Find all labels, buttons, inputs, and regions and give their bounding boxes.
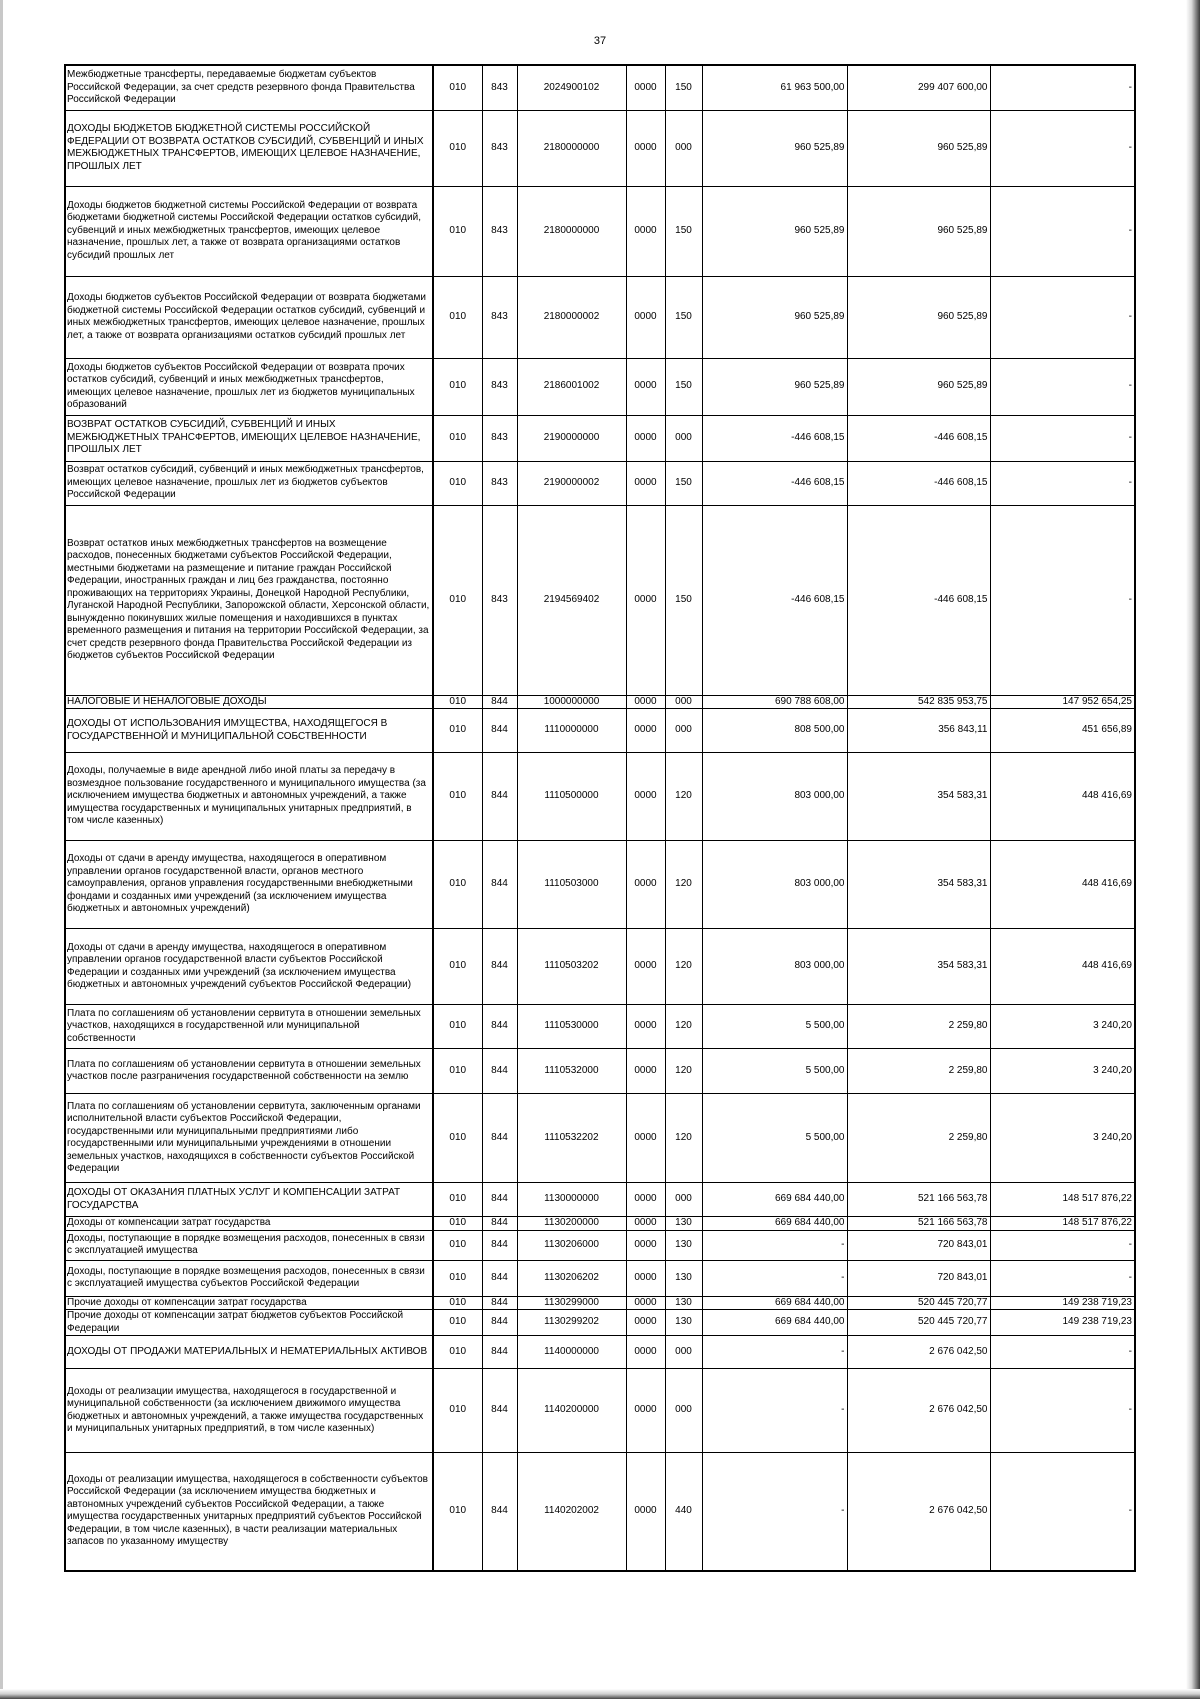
value-approved: -446 608,15 [702, 415, 847, 461]
row-name: Доходы от сдачи в аренду имущества, находящегося в оперативном управлении органов государственной власти, органов местного самоуправления, органов управления государственными внебюджетными фондами и созданных ими учреждений (за исключением имущества бюджетных и автономных учреждений) [65, 841, 433, 929]
code-column-5: 130 [665, 1310, 702, 1336]
code-column-3: 1130000000 [517, 1183, 626, 1217]
table-row [65, 461, 1135, 505]
code-column-1: 010 [433, 1260, 482, 1296]
table-row [65, 1453, 1135, 1571]
code-column-2: 844 [482, 1310, 517, 1336]
code-column-1: 010 [433, 695, 482, 709]
scan-edge-left [0, 0, 3, 1699]
row-name: Доходы бюджетов бюджетной системы Российской Федерации от возврата бюджетами бюджетной системы Российской Федерации остатков субсидий, субвенций и иных межбюджетных трансфертов, имеющих целевое назначение, прошлых лет, а также от возврата организациями остатков субсидий прошлых лет [65, 186, 433, 276]
code-column-4: 0000 [626, 65, 665, 110]
value-approved: 690 788 608,00 [702, 695, 847, 709]
code-column-4: 0000 [626, 709, 665, 753]
code-column-3: 1140000000 [517, 1336, 626, 1369]
code-column-2: 844 [482, 929, 517, 1005]
value-unexecuted: - [990, 358, 1135, 415]
value-approved: 803 000,00 [702, 841, 847, 929]
code-column-3: 2190000000 [517, 415, 626, 461]
code-column-4: 0000 [626, 276, 665, 358]
code-column-4: 0000 [626, 1336, 665, 1369]
row-name: ДОХОДЫ БЮДЖЕТОВ БЮДЖЕТНОЙ СИСТЕМЫ РОССИЙСКОЙ ФЕДЕРАЦИИ ОТ ВОЗВРАТА ОСТАТКОВ СУБСИДИЙ, СУБВЕНЦИЙ И ИНЫХ МЕЖБЮДЖЕТНЫХ ТРАНСФЕРТОВ, ИМЕЮЩИХ ЦЕЛЕВОЕ НАЗНАЧЕНИЕ, ПРОШЛЫХ ЛЕТ [65, 110, 433, 186]
value-approved: 669 684 440,00 [702, 1217, 847, 1231]
code-column-5: 120 [665, 841, 702, 929]
code-column-5: 150 [665, 358, 702, 415]
code-column-4: 0000 [626, 1369, 665, 1453]
code-column-1: 010 [433, 65, 482, 110]
code-column-2: 844 [482, 1260, 517, 1296]
code-column-3: 1130206000 [517, 1230, 626, 1260]
code-column-2: 844 [482, 1005, 517, 1049]
table-row [65, 65, 1135, 110]
value-unexecuted: - [990, 65, 1135, 110]
code-column-1: 010 [433, 1453, 482, 1571]
value-approved: - [702, 1453, 847, 1571]
value-executed: 960 525,89 [847, 358, 990, 415]
value-unexecuted: - [990, 1453, 1135, 1571]
code-column-1: 010 [433, 1230, 482, 1260]
row-name: Возврат остатков субсидий, субвенций и иных межбюджетных трансфертов, имеющих целевое назначение, прошлых лет из бюджетов субъектов Российской Федерации [65, 461, 433, 505]
row-name: Доходы от реализации имущества, находящегося в собственности субъектов Российской Федерации (за исключением имущества бюджетных и автономных учреждений субъектов Российской Федерации, а также имущества государственных унитарных предприятий субъектов Российской Федерации, в том числе казенных), в части реализации материальных запасов по указанному имуществу [65, 1453, 433, 1571]
table-row [65, 1005, 1135, 1049]
value-approved: - [702, 1230, 847, 1260]
code-column-2: 844 [482, 753, 517, 841]
table-row [65, 186, 1135, 276]
row-name: НАЛОГОВЫЕ И НЕНАЛОГОВЫЕ ДОХОДЫ [65, 695, 433, 709]
value-unexecuted: 451 656,89 [990, 709, 1135, 753]
value-executed: 2 259,80 [847, 1094, 990, 1183]
code-column-3: 2180000000 [517, 110, 626, 186]
row-name: Доходы от реализации имущества, находящегося в государственной и муниципальной собственности (за исключением движимого имущества бюджетных и автономных учреждений, а также имущества государственных и муниципальных унитарных предприятий, в том числе казенных) [65, 1369, 433, 1453]
code-column-5: 130 [665, 1217, 702, 1231]
code-column-3: 1110503202 [517, 929, 626, 1005]
code-column-2: 844 [482, 1183, 517, 1217]
code-column-3: 1110503000 [517, 841, 626, 929]
code-column-5: 440 [665, 1453, 702, 1571]
row-name: Прочие доходы от компенсации затрат государства [65, 1296, 433, 1310]
code-column-4: 0000 [626, 1094, 665, 1183]
code-column-4: 0000 [626, 461, 665, 505]
value-approved: 960 525,89 [702, 110, 847, 186]
value-executed: 299 407 600,00 [847, 65, 990, 110]
code-column-2: 844 [482, 1230, 517, 1260]
value-executed: -446 608,15 [847, 505, 990, 695]
value-executed: 356 843,11 [847, 709, 990, 753]
value-approved: 960 525,89 [702, 186, 847, 276]
code-column-2: 844 [482, 695, 517, 709]
code-column-4: 0000 [626, 1183, 665, 1217]
row-name: ДОХОДЫ ОТ ПРОДАЖИ МАТЕРИАЛЬНЫХ И НЕМАТЕРИАЛЬНЫХ АКТИВОВ [65, 1336, 433, 1369]
code-column-2: 843 [482, 461, 517, 505]
code-column-4: 0000 [626, 415, 665, 461]
table-row [65, 753, 1135, 841]
table-row [65, 505, 1135, 695]
value-unexecuted: - [990, 461, 1135, 505]
value-approved: 5 500,00 [702, 1049, 847, 1094]
value-unexecuted: 148 517 876,22 [990, 1183, 1135, 1217]
code-column-5: 120 [665, 1049, 702, 1094]
budget-revenue-table [64, 64, 1136, 1572]
code-column-2: 844 [482, 1217, 517, 1231]
code-column-5: 000 [665, 1183, 702, 1217]
value-executed: 2 676 042,50 [847, 1369, 990, 1453]
code-column-2: 843 [482, 505, 517, 695]
code-column-1: 010 [433, 1336, 482, 1369]
table-row [65, 1230, 1135, 1260]
table-row [65, 1094, 1135, 1183]
value-unexecuted: - [990, 1260, 1135, 1296]
value-executed: 354 583,31 [847, 753, 990, 841]
code-column-1: 010 [433, 709, 482, 753]
code-column-5: 150 [665, 276, 702, 358]
value-approved: 960 525,89 [702, 276, 847, 358]
value-unexecuted: 448 416,69 [990, 841, 1135, 929]
code-column-5: 130 [665, 1296, 702, 1310]
row-name: ВОЗВРАТ ОСТАТКОВ СУБСИДИЙ, СУБВЕНЦИЙ И ИНЫХ МЕЖБЮДЖЕТНЫХ ТРАНСФЕРТОВ, ИМЕЮЩИХ ЦЕЛЕВОЕ НАЗНАЧЕНИЕ, ПРОШЛЫХ ЛЕТ [65, 415, 433, 461]
table-row [65, 1183, 1135, 1217]
row-name: ДОХОДЫ ОТ ИСПОЛЬЗОВАНИЯ ИМУЩЕСТВА, НАХОДЯЩЕГОСЯ В ГОСУДАРСТВЕННОЙ И МУНИЦИПАЛЬНОЙ СОБСТВЕННОСТИ [65, 709, 433, 753]
row-name: Плата по соглашениям об установлении сервитута в отношении земельных участков, находящихся в государственной или муниципальной собственности [65, 1005, 433, 1049]
scan-edge-right [1186, 0, 1200, 1699]
table-row [65, 929, 1135, 1005]
page-number: 37 [593, 35, 607, 47]
code-column-3: 1110530000 [517, 1005, 626, 1049]
value-approved: 669 684 440,00 [702, 1296, 847, 1310]
value-unexecuted: - [990, 1336, 1135, 1369]
value-unexecuted: 149 238 719,23 [990, 1310, 1135, 1336]
code-column-3: 2180000000 [517, 186, 626, 276]
code-column-1: 010 [433, 110, 482, 186]
code-column-4: 0000 [626, 1310, 665, 1336]
code-column-5: 000 [665, 695, 702, 709]
value-executed: 960 525,89 [847, 110, 990, 186]
code-column-5: 120 [665, 929, 702, 1005]
value-approved: 803 000,00 [702, 929, 847, 1005]
row-name: Доходы от сдачи в аренду имущества, находящегося в оперативном управлении органов государственной власти субъектов Российской Федерации и созданных ими учреждений (за исключением имущества бюджетных и автономных учреждений субъектов Российской Федерации) [65, 929, 433, 1005]
code-column-2: 843 [482, 186, 517, 276]
value-executed: 520 445 720,77 [847, 1310, 990, 1336]
value-unexecuted: 149 238 719,23 [990, 1296, 1135, 1310]
code-column-2: 844 [482, 1453, 517, 1571]
code-column-1: 010 [433, 1217, 482, 1231]
code-column-3: 1130299000 [517, 1296, 626, 1310]
code-column-4: 0000 [626, 505, 665, 695]
value-unexecuted: 3 240,20 [990, 1094, 1135, 1183]
code-column-4: 0000 [626, 753, 665, 841]
code-column-5: 000 [665, 110, 702, 186]
value-executed: 521 166 563,78 [847, 1183, 990, 1217]
code-column-4: 0000 [626, 841, 665, 929]
code-column-1: 010 [433, 1049, 482, 1094]
code-column-3: 1130200000 [517, 1217, 626, 1231]
value-executed: 720 843,01 [847, 1260, 990, 1296]
code-column-1: 010 [433, 415, 482, 461]
code-column-3: 2190000002 [517, 461, 626, 505]
code-column-4: 0000 [626, 1296, 665, 1310]
code-column-5: 000 [665, 1369, 702, 1453]
table-row [65, 415, 1135, 461]
code-column-2: 844 [482, 1094, 517, 1183]
value-executed: 354 583,31 [847, 841, 990, 929]
value-executed: 354 583,31 [847, 929, 990, 1005]
value-unexecuted: - [990, 1369, 1135, 1453]
value-approved: 803 000,00 [702, 753, 847, 841]
code-column-1: 010 [433, 358, 482, 415]
value-unexecuted: 448 416,69 [990, 753, 1135, 841]
code-column-4: 0000 [626, 929, 665, 1005]
value-executed: 2 259,80 [847, 1049, 990, 1094]
row-name: ДОХОДЫ ОТ ОКАЗАНИЯ ПЛАТНЫХ УСЛУГ И КОМПЕНСАЦИИ ЗАТРАТ ГОСУДАРСТВА [65, 1183, 433, 1217]
value-unexecuted: - [990, 110, 1135, 186]
row-name: Доходы бюджетов субъектов Российской Федерации от возврата прочих остатков субсидий, субвенций и иных межбюджетных трансфертов, имеющих целевое назначение, прошлых лет из бюджетов муниципальных образований [65, 358, 433, 415]
code-column-2: 843 [482, 276, 517, 358]
code-column-5: 150 [665, 186, 702, 276]
code-column-5: 120 [665, 1094, 702, 1183]
code-column-3: 1130206202 [517, 1260, 626, 1296]
table-row [65, 1296, 1135, 1310]
value-executed: 520 445 720,77 [847, 1296, 990, 1310]
row-name: Прочие доходы от компенсации затрат бюджетов субъектов Российской Федерации [65, 1310, 433, 1336]
code-column-2: 844 [482, 709, 517, 753]
value-unexecuted: - [990, 505, 1135, 695]
row-name: Доходы, поступающие в порядке возмещения расходов, понесенных в связи с эксплуатацией имущества [65, 1230, 433, 1260]
value-executed: 542 835 953,75 [847, 695, 990, 709]
table-row [65, 110, 1135, 186]
code-column-3: 1110532202 [517, 1094, 626, 1183]
value-unexecuted: 3 240,20 [990, 1005, 1135, 1049]
code-column-4: 0000 [626, 1005, 665, 1049]
table-row [65, 276, 1135, 358]
value-unexecuted: - [990, 276, 1135, 358]
value-approved: 808 500,00 [702, 709, 847, 753]
code-column-1: 010 [433, 461, 482, 505]
row-name: Доходы, получаемые в виде арендной либо иной платы за передачу в возмездное пользование государственного и муниципального имущества (за исключением имущества бюджетных и автономных учреждений, а также имущества государственных и муниципальных унитарных предприятий, в том числе казенных) [65, 753, 433, 841]
value-approved: - [702, 1369, 847, 1453]
code-column-3: 1110500000 [517, 753, 626, 841]
code-column-5: 000 [665, 709, 702, 753]
code-column-3: 2180000002 [517, 276, 626, 358]
value-approved: 669 684 440,00 [702, 1310, 847, 1336]
code-column-2: 844 [482, 841, 517, 929]
code-column-3: 1140200000 [517, 1369, 626, 1453]
row-name: Доходы от компенсации затрат государства [65, 1217, 433, 1231]
value-unexecuted: 148 517 876,22 [990, 1217, 1135, 1231]
table-body [65, 65, 1135, 1571]
table-row [65, 841, 1135, 929]
code-column-3: 1140202002 [517, 1453, 626, 1571]
code-column-1: 010 [433, 1310, 482, 1336]
code-column-3: 1000000000 [517, 695, 626, 709]
table-row [65, 1336, 1135, 1369]
value-executed: 521 166 563,78 [847, 1217, 990, 1231]
value-approved: -446 608,15 [702, 461, 847, 505]
value-approved: -446 608,15 [702, 505, 847, 695]
code-column-5: 150 [665, 461, 702, 505]
code-column-5: 130 [665, 1260, 702, 1296]
value-unexecuted: 147 952 654,25 [990, 695, 1135, 709]
value-approved: 960 525,89 [702, 358, 847, 415]
table-row [65, 1217, 1135, 1231]
table-row [65, 358, 1135, 415]
value-executed: 2 676 042,50 [847, 1453, 990, 1571]
code-column-2: 844 [482, 1049, 517, 1094]
code-column-1: 010 [433, 753, 482, 841]
table-row [65, 1260, 1135, 1296]
code-column-3: 2186001002 [517, 358, 626, 415]
code-column-4: 0000 [626, 186, 665, 276]
code-column-4: 0000 [626, 358, 665, 415]
code-column-5: 150 [665, 505, 702, 695]
code-column-5: 000 [665, 415, 702, 461]
code-column-2: 843 [482, 110, 517, 186]
code-column-5: 120 [665, 753, 702, 841]
code-column-3: 1130299202 [517, 1310, 626, 1336]
row-name: Доходы бюджетов субъектов Российской Федерации от возврата бюджетами бюджетной системы Российской Федерации остатков субсидий, субвенций и иных межбюджетных трансфертов, имеющих целевое назначение, прошлых лет, а также от возврата организациями остатков субсидий прошлых лет [65, 276, 433, 358]
code-column-1: 010 [433, 276, 482, 358]
code-column-1: 010 [433, 841, 482, 929]
value-executed: 2 676 042,50 [847, 1336, 990, 1369]
value-executed: 2 259,80 [847, 1005, 990, 1049]
row-name: Межбюджетные трансферты, передаваемые бюджетам субъектов Российской Федерации, за счет средств резервного фонда Правительства Российской Федерации [65, 65, 433, 110]
code-column-2: 843 [482, 415, 517, 461]
table-row [65, 695, 1135, 709]
code-column-3: 1110532000 [517, 1049, 626, 1094]
code-column-4: 0000 [626, 1230, 665, 1260]
code-column-2: 844 [482, 1369, 517, 1453]
value-approved: 5 500,00 [702, 1005, 847, 1049]
value-approved: 669 684 440,00 [702, 1183, 847, 1217]
code-column-3: 2024900102 [517, 65, 626, 110]
value-executed: -446 608,15 [847, 415, 990, 461]
code-column-3: 2194569402 [517, 505, 626, 695]
code-column-5: 000 [665, 1336, 702, 1369]
value-approved: 61 963 500,00 [702, 65, 847, 110]
code-column-1: 010 [433, 1183, 482, 1217]
code-column-1: 010 [433, 1369, 482, 1453]
value-approved: - [702, 1260, 847, 1296]
code-column-2: 843 [482, 65, 517, 110]
code-column-5: 150 [665, 65, 702, 110]
value-approved: 5 500,00 [702, 1094, 847, 1183]
value-executed: -446 608,15 [847, 461, 990, 505]
code-column-5: 120 [665, 1005, 702, 1049]
value-unexecuted: - [990, 186, 1135, 276]
row-name: Возврат остатков иных межбюджетных трансфертов на возмещение расходов, понесенных бюджетами субъектов Российской Федерации, местными бюджетами на размещение и питание граждан Российской Федерации, иностранных граждан и лиц без гражданства, постоянно проживающих на территориях Украины, Донецкой Народной Республики, Луганской Народной Республики, Запорожской области, Херсонской области, вынужденно покинувших жилые помещения и находившихся в пунктах временного размещения и питания на территории Российской Федерации, за счет средств резервного фонда Правительства Российской Федерации из бюджетов субъектов Российской Федерации [65, 505, 433, 695]
value-unexecuted: 3 240,20 [990, 1049, 1135, 1094]
value-executed: 960 525,89 [847, 186, 990, 276]
value-unexecuted: 448 416,69 [990, 929, 1135, 1005]
code-column-1: 010 [433, 505, 482, 695]
row-name: Доходы, поступающие в порядке возмещения расходов, понесенных в связи с эксплуатацией имущества субъектов Российской Федерации [65, 1260, 433, 1296]
code-column-4: 0000 [626, 1260, 665, 1296]
code-column-5: 130 [665, 1230, 702, 1260]
code-column-4: 0000 [626, 1217, 665, 1231]
row-name: Плата по соглашениям об установлении сервитута в отношении земельных участков после разграничения государственной собственности на землю [65, 1049, 433, 1094]
code-column-4: 0000 [626, 695, 665, 709]
value-unexecuted: - [990, 1230, 1135, 1260]
scan-edge-bottom [0, 1689, 1200, 1699]
code-column-1: 010 [433, 1005, 482, 1049]
table-row [65, 1049, 1135, 1094]
value-unexecuted: - [990, 415, 1135, 461]
code-column-2: 844 [482, 1336, 517, 1369]
value-approved: - [702, 1336, 847, 1369]
code-column-1: 010 [433, 1296, 482, 1310]
value-executed: 960 525,89 [847, 276, 990, 358]
value-executed: 720 843,01 [847, 1230, 990, 1260]
code-column-4: 0000 [626, 110, 665, 186]
code-column-1: 010 [433, 929, 482, 1005]
code-column-3: 1110000000 [517, 709, 626, 753]
table-row [65, 1369, 1135, 1453]
table-row [65, 709, 1135, 753]
code-column-2: 843 [482, 358, 517, 415]
table-row [65, 1310, 1135, 1336]
code-column-4: 0000 [626, 1453, 665, 1571]
row-name: Плата по соглашениям об установлении сервитута, заключенным органами исполнительной власти субъектов Российской Федерации, государственными или муниципальными предприятиями либо государственными или муниципальными учреждениями в отношении земельных участков, находящихся в собственности субъектов Российской Федерации [65, 1094, 433, 1183]
code-column-4: 0000 [626, 1049, 665, 1094]
code-column-1: 010 [433, 1094, 482, 1183]
code-column-2: 844 [482, 1296, 517, 1310]
code-column-1: 010 [433, 186, 482, 276]
